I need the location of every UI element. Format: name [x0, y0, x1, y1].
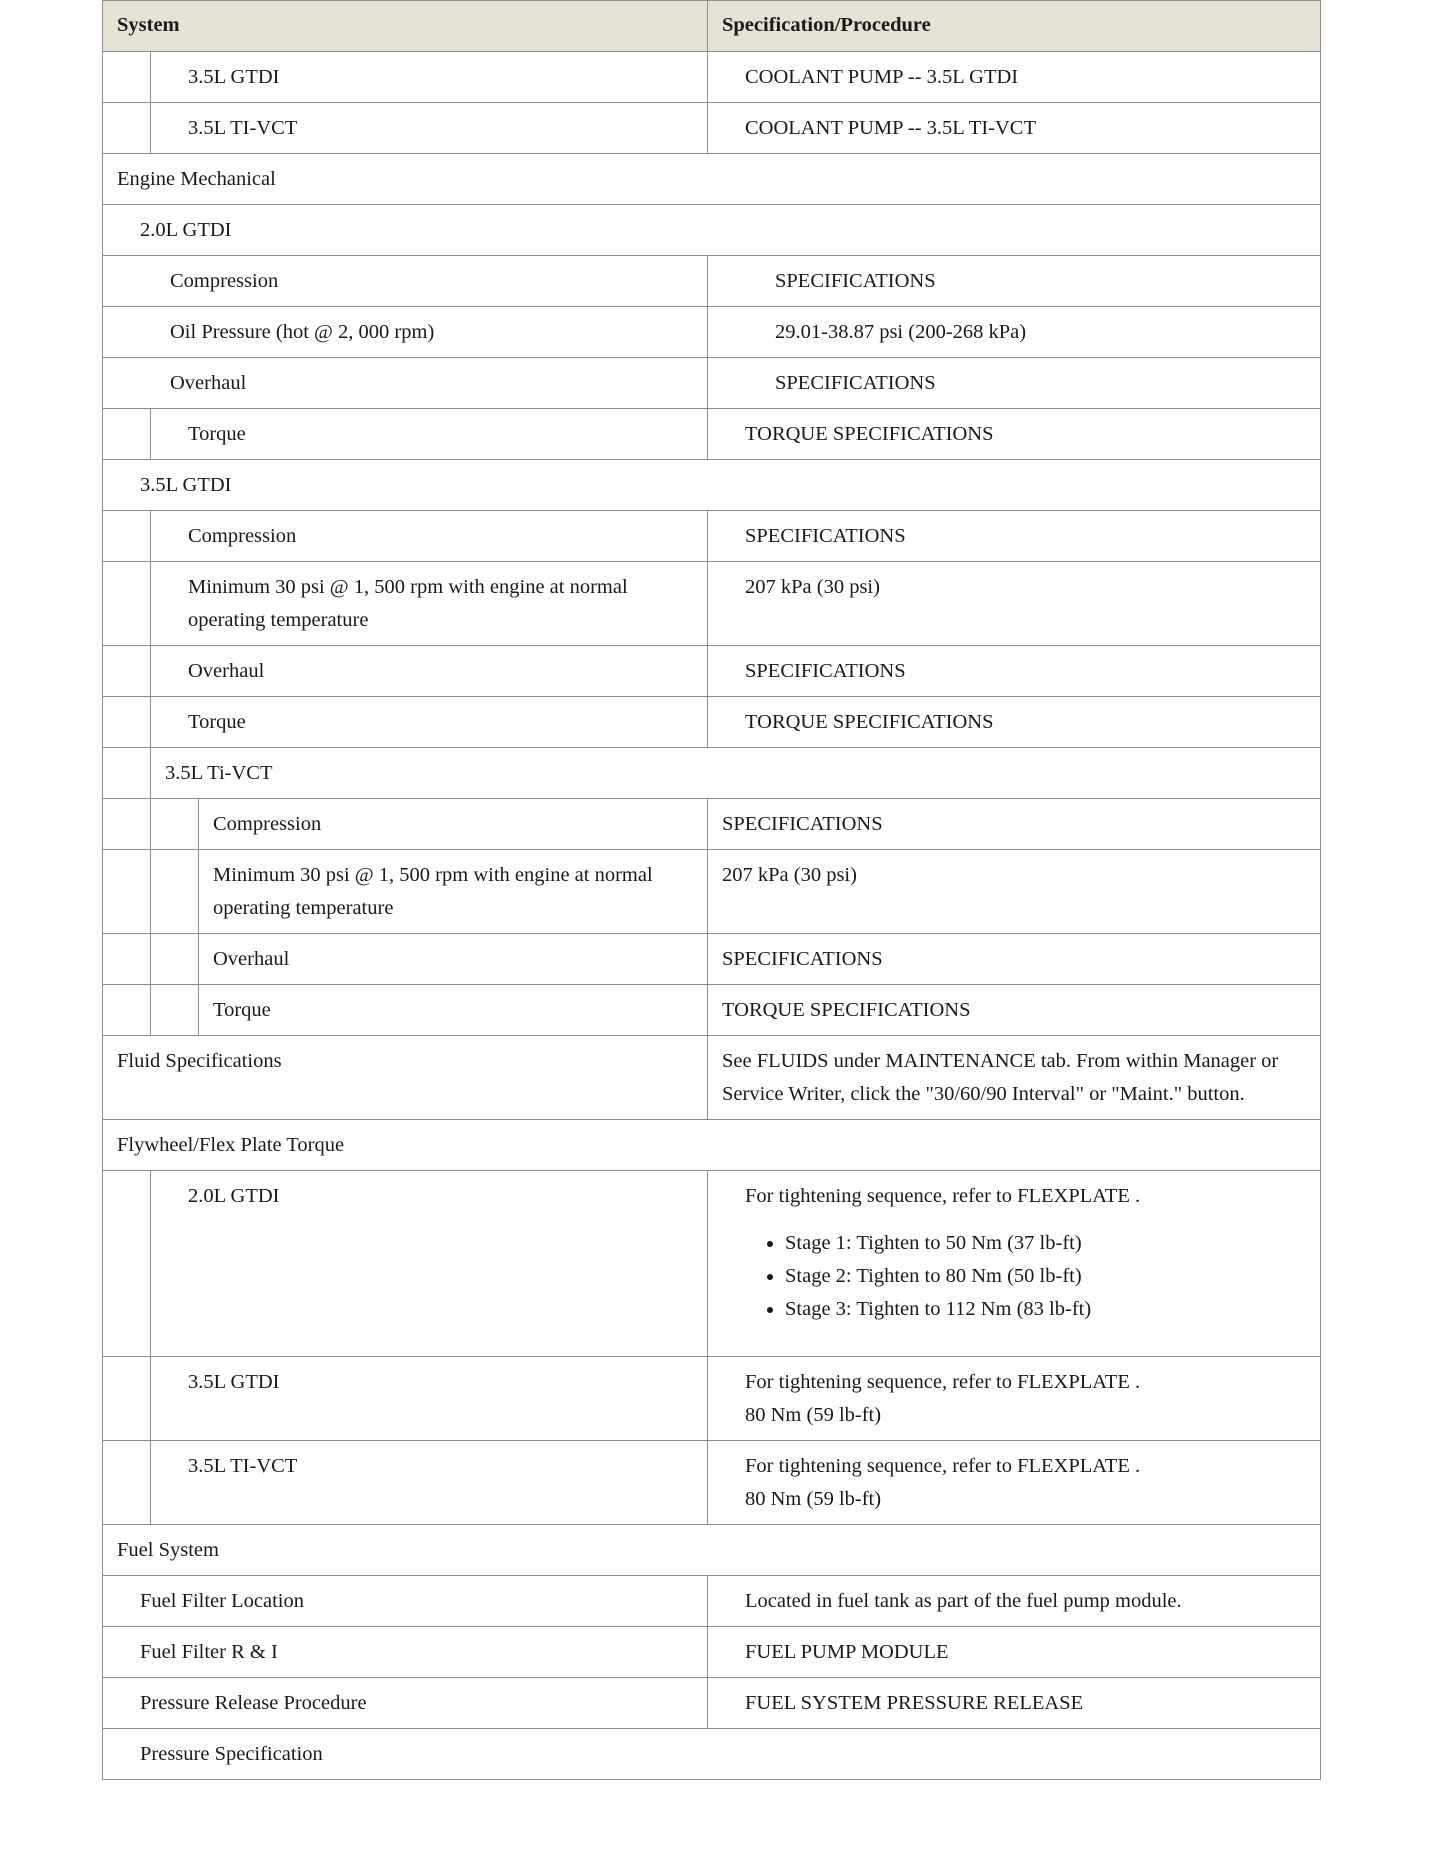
section-title: Fuel System: [103, 1525, 1321, 1576]
table-row: [103, 52, 1321, 103]
table-row: [103, 1576, 1321, 1627]
system-cell: Overhaul: [103, 358, 708, 409]
system-cell: Fluid Specifications: [103, 1036, 708, 1120]
spec-cell: SPECIFICATIONS: [708, 358, 1321, 409]
spec-cell: [708, 1441, 1321, 1525]
spec-cell: 207 kPa (30 psi): [708, 562, 1321, 646]
system-cell: Torque: [151, 409, 708, 460]
table-row: [103, 409, 1321, 460]
spec-cell: 29.01-38.87 psi (200-268 kPa): [708, 307, 1321, 358]
specifications-table: [102, 0, 1321, 1780]
system-cell: 3.5L GTDI: [151, 1357, 708, 1441]
subsection-row: [103, 205, 1321, 256]
table-row: [103, 1357, 1321, 1441]
subsection-row: [103, 748, 1321, 799]
indent-cell: [103, 103, 151, 154]
spec-cell: See FLUIDS under MAINTENANCE tab. From within Manager or Service Writer, click the "30/60/90 Interval" or "Maint." button.: [708, 1036, 1321, 1120]
table-row: [103, 1171, 1321, 1357]
table-row: [103, 562, 1321, 646]
table-row: [103, 511, 1321, 562]
table-row: [103, 1036, 1321, 1120]
subsection-row: [103, 460, 1321, 511]
system-cell: Pressure Release Procedure: [103, 1678, 708, 1729]
indent-cell: [103, 562, 151, 646]
table-row: [103, 985, 1321, 1036]
spec-cell: COOLANT PUMP -- 3.5L TI-VCT: [708, 103, 1321, 154]
indent-cell: [103, 511, 151, 562]
indent-cell: [103, 1441, 151, 1525]
system-cell: 3.5L GTDI: [151, 52, 708, 103]
section-title: Flywheel/Flex Plate Torque: [103, 1120, 1321, 1171]
system-cell: Minimum 30 psi @ 1, 500 rpm with engine at normal operating temperature: [151, 562, 708, 646]
spec-cell: FUEL SYSTEM PRESSURE RELEASE: [708, 1678, 1321, 1729]
system-cell: Fuel Filter Location: [103, 1576, 708, 1627]
tightening-stages-list: [745, 1227, 1306, 1326]
spec-cell: FUEL PUMP MODULE: [708, 1627, 1321, 1678]
indent-cell: [103, 646, 151, 697]
indent-cell: [103, 1357, 151, 1441]
section-row: [103, 1120, 1321, 1171]
system-cell: Compression: [199, 799, 708, 850]
system-cell: Fuel Filter R & I: [103, 1627, 708, 1678]
spec-cell: SPECIFICATIONS: [708, 256, 1321, 307]
system-cell: Torque: [199, 985, 708, 1036]
system-cell: Oil Pressure (hot @ 2, 000 rpm): [103, 307, 708, 358]
indent-cell: [103, 1171, 151, 1357]
spec-cell: [708, 1171, 1321, 1357]
table-row: [103, 358, 1321, 409]
system-cell: 3.5L TI-VCT: [151, 1441, 708, 1525]
indent-cell: [103, 409, 151, 460]
system-cell: Minimum 30 psi @ 1, 500 rpm with engine at normal operating temperature: [199, 850, 708, 934]
torque-value: 80 Nm (59 lb-ft): [745, 1404, 882, 1426]
table-header-row: [103, 1, 1321, 52]
table-row: [103, 103, 1321, 154]
subsection-title: 3.5L GTDI: [103, 460, 1321, 511]
table-row: [103, 697, 1321, 748]
system-cell: Compression: [151, 511, 708, 562]
indent-cell: [103, 52, 151, 103]
flexplate-reference: For tightening sequence, refer to FLEXPLATE .: [745, 1185, 1141, 1207]
spec-cell: SPECIFICATIONS: [708, 511, 1321, 562]
spec-cell: 207 kPa (30 psi): [708, 850, 1321, 934]
list-item: • Stage 3: Tighten to 112 Nm (83 lb-ft): [785, 1293, 1306, 1326]
spec-cell: SPECIFICATIONS: [708, 799, 1321, 850]
spec-cell: Located in fuel tank as part of the fuel pump module.: [708, 1576, 1321, 1627]
indent-cell: [151, 985, 199, 1036]
system-cell: 3.5L TI-VCT: [151, 103, 708, 154]
indent-cell: [103, 985, 151, 1036]
spec-cell: TORQUE SPECIFICATIONS: [708, 409, 1321, 460]
subsection-title: 3.5L Ti-VCT: [151, 748, 1321, 799]
flexplate-reference: For tightening sequence, refer to FLEXPLATE .: [745, 1455, 1141, 1477]
section-title: Engine Mechanical: [103, 154, 1321, 205]
system-cell: Compression: [103, 256, 708, 307]
table-row: [103, 799, 1321, 850]
flexplate-reference: For tightening sequence, refer to FLEXPLATE .: [745, 1371, 1141, 1393]
spec-cell: [708, 1357, 1321, 1441]
indent-cell: [103, 934, 151, 985]
section-row: [103, 154, 1321, 205]
indent-cell: [151, 850, 199, 934]
indent-cell: [103, 748, 151, 799]
system-cell: Torque: [151, 697, 708, 748]
spec-column-header: Specification/Procedure: [708, 1, 1321, 52]
spec-cell: SPECIFICATIONS: [708, 934, 1321, 985]
subsection-row: [103, 1729, 1321, 1780]
spec-cell: TORQUE SPECIFICATIONS: [708, 697, 1321, 748]
indent-cell: [103, 697, 151, 748]
list-item: • Stage 2: Tighten to 80 Nm (50 lb-ft): [785, 1260, 1306, 1293]
table-row: [103, 1678, 1321, 1729]
table-row: [103, 934, 1321, 985]
system-column-header: System: [103, 1, 708, 52]
system-cell: Overhaul: [151, 646, 708, 697]
table-row: [103, 646, 1321, 697]
indent-cell: [103, 850, 151, 934]
subsection-title: 2.0L GTDI: [103, 205, 1321, 256]
subsection-title: Pressure Specification: [103, 1729, 1321, 1780]
table-row: [103, 1441, 1321, 1525]
indent-cell: [151, 934, 199, 985]
spec-cell: TORQUE SPECIFICATIONS: [708, 985, 1321, 1036]
table-row: [103, 307, 1321, 358]
system-cell: Overhaul: [199, 934, 708, 985]
indent-cell: [151, 799, 199, 850]
torque-value: 80 Nm (59 lb-ft): [745, 1488, 882, 1510]
list-item: • Stage 1: Tighten to 50 Nm (37 lb-ft): [785, 1227, 1306, 1260]
system-cell: 2.0L GTDI: [151, 1171, 708, 1357]
spec-cell: SPECIFICATIONS: [708, 646, 1321, 697]
table-row: [103, 850, 1321, 934]
spec-cell: COOLANT PUMP -- 3.5L GTDI: [708, 52, 1321, 103]
indent-cell: [103, 799, 151, 850]
table-row: [103, 256, 1321, 307]
table-row: [103, 1627, 1321, 1678]
section-row: [103, 1525, 1321, 1576]
